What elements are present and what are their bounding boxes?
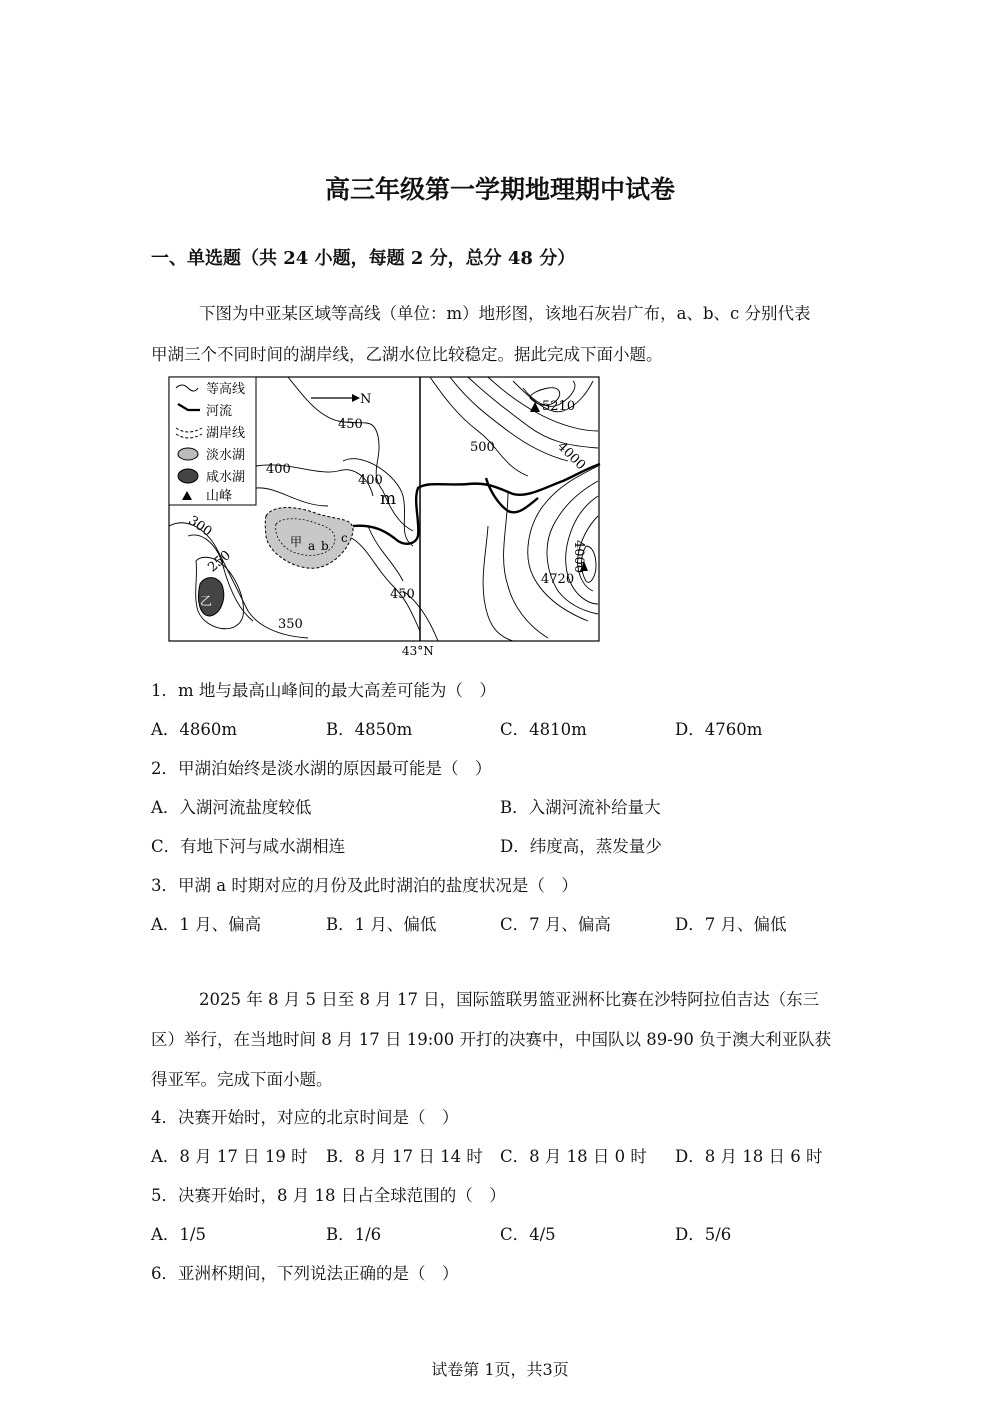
contour-label: 250 [205, 548, 234, 576]
contour-label: 4000 [571, 540, 586, 574]
option: B．4850m [326, 720, 413, 739]
option: C．7 月、偏高 [500, 915, 611, 934]
contour-label: 450 [338, 417, 363, 432]
contour-label: 400 [358, 473, 383, 488]
page-title: 高三年级第一学期地理期中试卷 [324, 175, 675, 204]
north-label: N [360, 392, 372, 407]
legend-peak: 山峰 [206, 489, 233, 504]
option: A．入湖河流盐度较低 [151, 798, 312, 817]
option: C．4810m [500, 720, 587, 739]
option: B．1/6 [326, 1225, 382, 1244]
option: A．8 月 17 日 19 时 [151, 1147, 308, 1166]
intro-paragraph-line: 2025 年 8 月 5 日至 8 月 17 日，国际篮联男篮亚洲杯比赛在沙特阿拉伯吉达（东三 [199, 990, 820, 1009]
question-stem: 2．甲湖泊始终是淡水湖的原因最可能是（ ） [151, 759, 492, 778]
contour-map [168, 376, 602, 660]
option: C．4/5 [500, 1225, 556, 1244]
option: C．有地下河与咸水湖相连 [151, 837, 346, 856]
question-stem: 4．决赛开始时，对应的北京时间是（ ） [151, 1108, 459, 1127]
shoreline-label: a [308, 539, 316, 553]
point-m: m [380, 489, 397, 509]
question-stem: 5．决赛开始时，8 月 18 日占全球范围的（ ） [151, 1186, 506, 1205]
option: D．4760m [675, 720, 763, 739]
question-stem: 6．亚洲杯期间，下列说法正确的是（ ） [151, 1264, 459, 1283]
legend-shoreline: 湖岸线 [206, 426, 246, 441]
option: B．1 月、偏低 [326, 915, 437, 934]
contour-label: 450 [390, 587, 415, 602]
contour-label: 4000 [554, 439, 589, 474]
option: D．8 月 18 日 6 时 [675, 1147, 823, 1166]
freshwater-lake-icon [178, 448, 198, 460]
option: B．入湖河流补给量大 [500, 798, 661, 817]
page-footer: 试卷第 1页，共3页 [431, 1360, 569, 1379]
shoreline-label: c [341, 531, 348, 545]
intro-paragraph-line: 得亚军。完成下面小题。 [151, 1070, 333, 1089]
latitude-label: 43°N [402, 644, 434, 658]
question-stem: 3．甲湖 a 时期对应的月份及此时湖泊的盐度状况是（ ） [151, 876, 578, 895]
lake-name: 乙 [200, 594, 213, 608]
peak-elevation: 4720 [541, 572, 575, 587]
legend-freshwater: 淡水湖 [206, 448, 246, 463]
peak-elevation: 5210 [542, 399, 576, 414]
section-heading: 一、单选题（共 24 小题，每题 2 分，总分 48 分） [151, 248, 576, 269]
intro-paragraph-line: 区）举行，在当地时间 8 月 17 日 19:00 开打的决赛中，中国队以 89-90 负于澳大利亚队获 [151, 1030, 832, 1049]
contour-label: 400 [266, 462, 291, 477]
lake-name: 甲 [290, 535, 303, 549]
contour-label: 300 [185, 513, 215, 540]
option: D．纬度高，蒸发量少 [500, 837, 662, 856]
option: B．8 月 17 日 14 时 [326, 1147, 483, 1166]
contour-label: 500 [470, 440, 495, 455]
saltwater-lake-icon [178, 469, 198, 483]
legend-saltwater: 咸水湖 [206, 470, 246, 485]
option: A．1/5 [151, 1225, 206, 1244]
option: D．5/6 [675, 1225, 732, 1244]
contour-label: 350 [278, 617, 303, 632]
intro-paragraph-line: 下图为中亚某区域等高线（单位：m）地形图，该地石灰岩广布，a、b、c 分别代表 [199, 304, 811, 323]
intro-paragraph-line: 甲湖三个不同时间的湖岸线，乙湖水位比较稳定。据此完成下面小题。 [151, 345, 663, 364]
legend-contour: 等高线 [206, 382, 246, 397]
option: A．1 月、偏高 [151, 915, 262, 934]
option: D．7 月、偏低 [675, 915, 787, 934]
legend-river: 河流 [206, 404, 233, 419]
shoreline-label: b [321, 539, 329, 553]
question-stem: 1．m 地与最高山峰间的最大高差可能为（ ） [151, 681, 496, 700]
option: C．8 月 18 日 0 时 [500, 1147, 647, 1166]
option: A．4860m [151, 720, 238, 739]
